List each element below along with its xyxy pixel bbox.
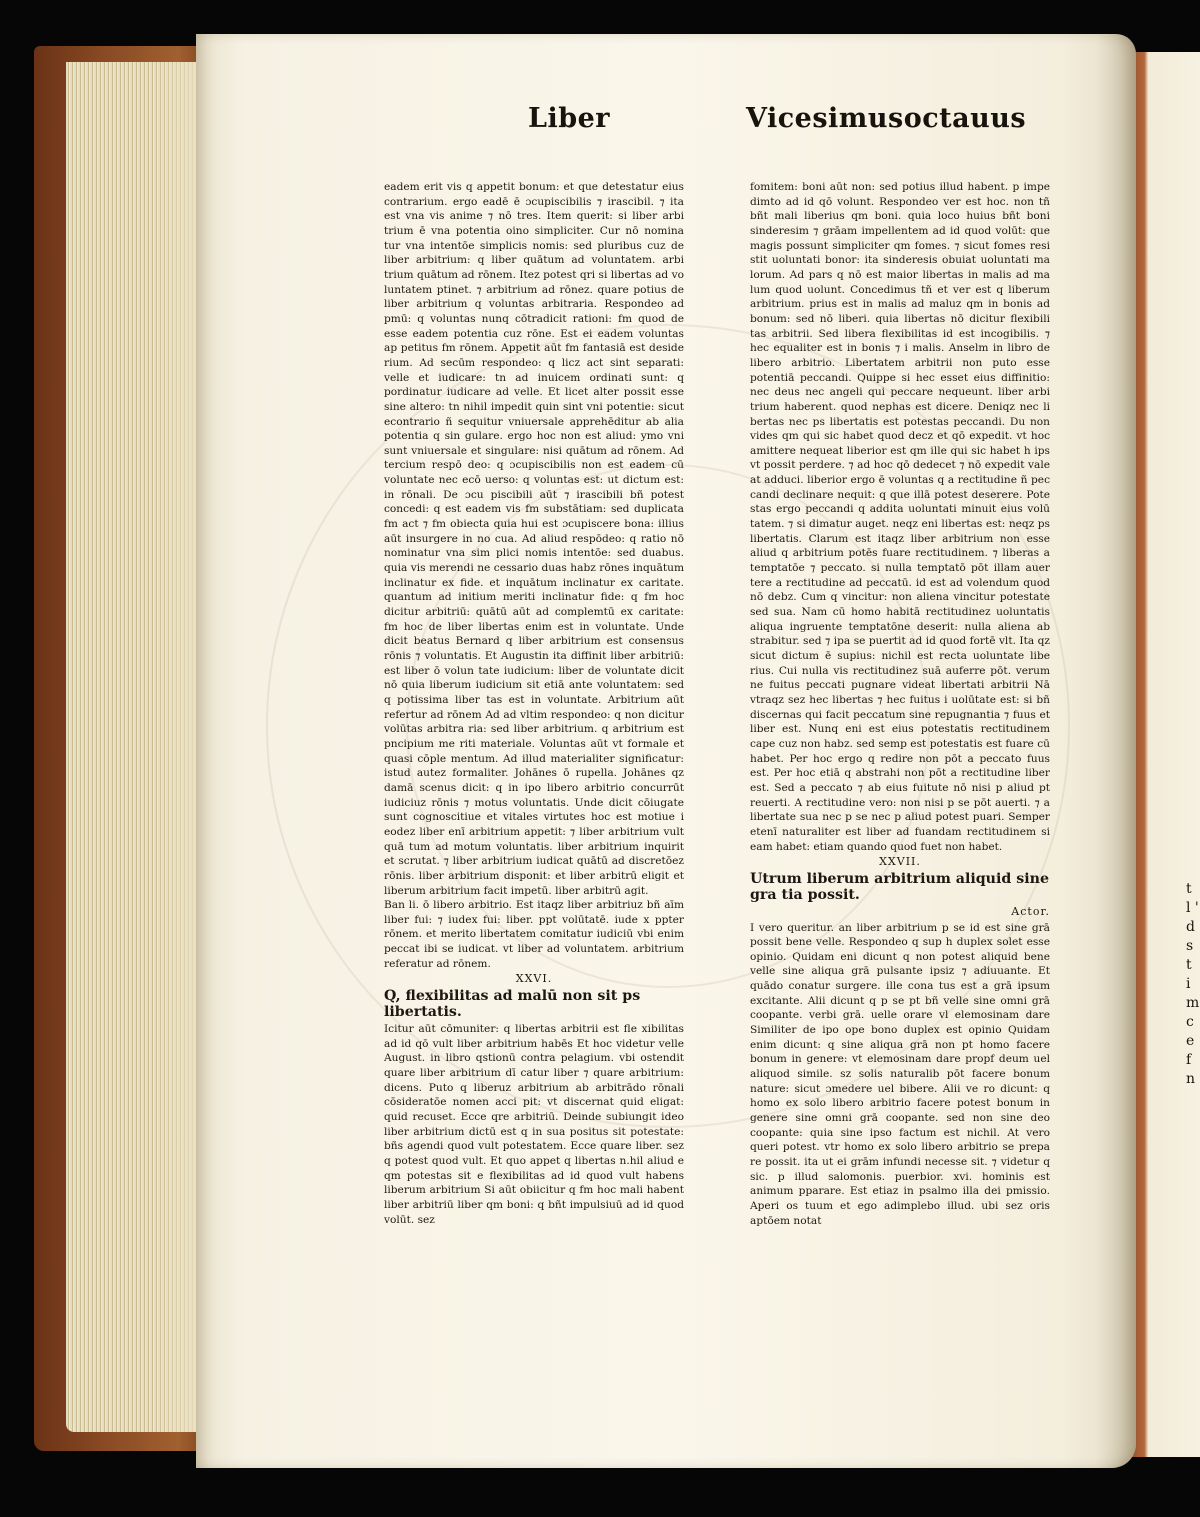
paragraph: eadem erit vis q appetit bonum: et que detestatur eius contrarium. ergo eadē ē ɔcupiscibilis ⁊ irascibil. ⁊ ita est vna vis anime ⁊ nō tres. Item querit: si liber arbi trium ē vna potentia oino simpliciter. Cur nō nomina tur vna intentōe simplicis nomis: sed pluribus cuz de liber arbitrium: q liber quātum ad voluntatem. arbi trium quātum ad rōnem. Itez potest qri si libertas ad vo luntatem ptinet. ⁊ arbitrium ad rōnez. quare potius de liber arbitrium q voluntas arbitraria. Respondeo ad pmū: q voluntas nunq cōtradicit rationi: fm quod de esse eadem potentia cuz rōne. Est ei eadem voluntas ap petitus fm rōnem. Appetit aūt fm fantasiā est deside rium. Ad secūm respondeo: q licz act sint separati: velle et iudicare: tn ad inuicem ordinati sunt: q pordinatur iudicare ad velle. Et licet alter possit esse sine altero: tn nihil impedit quin sint vni potentie: sicut econtrario ñ sequitur vniuersale apprehēditur ab alia potentia q sin gulare. ergo hoc non est aliud: ymo vni sunt vniuersale et singulare: nisi quātum ad rōnem. Ad tercium respō deo: q ɔcupiscibilis non est eadem cū voluntate nec ecō uerso: q voluntas est: ut dictum est: in rōnali. De ɔcu piscibili aūt ⁊ irascibili bñ potest concedi: q est eadem vis fm substātiam: sed duplicata fm act ⁊ fm obiecta quia hui est ɔcupiscere bona: illius aūt insurgere in no cua. Ad aliud respōdeo: q ratio nō nominatur vna sim plici nomis intentōe: sed duabus. quia vis merendi ne cessario duas habz rōnes inquātum inclinatur ex fide. et inquātum inclinatur ex caritate. quantum ad initium meriti inclinatur fide: q fm hoc dicitur arbitriū: quātū aūt ad complemtū ex caritate: fm hoc de liber libertas enim est in voluntate. Unde dicit beatus Bernard q liber arbitrium est consensus rōnis ⁊ voluntatis. Et Augustin ita diffinit liber arbitriū: est liber ō volun tate iudicium: liber de voluntate dicit nō quia liberum iudicium sit etiā ante voluntatem: sed q potissima liber tas est in voluntate. Arbitrium aūt refertur ad rōnem Ad ad vltim respondeo: q non dicitur volūtas arbitra ria: sed liber arbitrium. q arbitrium est pncipium me riti materiale. Voluntas aūt vt formale et quasi cōple mentum. Ad illud materialiter significatur: istud autez formaliter. Johānes ō rupella. Johānes qz damā scenus dicit: q in ipo libero arbitrio concurrūt iudiciuz rōnis ⁊ motus voluntatis. Unde dicit cōiugate sunt cognoscitiue et vitales virtutes hoc est motiue i eodez liber enī arbitrium appetit: ⁊ liber arbitrium vult quā tum ad motum voluntatis. liber arbitrium inquirit et scrutat. ⁊ liber arbitrium iudicat quātū ad discretōez rōnis. liber arbitrium disponit: et liber arbitrū eligit et liberum arbitrium facit impetū. liber arbitrū agit.	[384, 181, 684, 897]
paragraph: Icitur aūt cōmuniter: q libertas arbitrii est fle xibilitas ad id qō vult liber arbitrium habēs Et hoc videtur velle August. in libro qstionū contra pelagium. vbi ostendit quare liber arbitrium dī catur liber ⁊ quare arbitrium: dicens. Puto q liberuz arbitrium ab arbitrādo rōnali cōsideratōe nomen acci pit: vt discernat quid eligat: quid recuset. Ecce qre arbitriū. Deinde subiungit ideo liber arbitrium dictū est q in sua positus sit potestate: bñs agendi quod vult potestatem. Ecce quare liber. sez q potest quod vult. Et quo appet q libertas n.hil aliud e qm potestas sit e flexibilitas ad id quod vult habens liberum arbitrium Si aūt obiicitur q fm hoc mali habent liber arbitriū liber qm boni: q bñt impulsiuū ad id quod volūt. sez	[384, 1023, 684, 1226]
paragraph: Ban li. ō libero arbitrio. Est itaqz liber arbitriuz bñ aīm liber fui: ⁊ iudex fui: liber. ppt volūtatē. iude x ppter rōnem. et merito libertatem comitatur iudiciū vbi enim peccat ibi se iudicat. vt liber ad voluntatem. arbitrium referatur ad rōnem.	[384, 899, 684, 970]
facing-page-edge	[1126, 52, 1200, 1457]
running-head-right: Vicesimusoctauus	[746, 103, 1027, 134]
facing-page-text-fragment: t l ' d s t i m c e f n	[1186, 881, 1200, 1087]
chapter-heading: Utrum liberum arbitrium aliquid sine gra tia possit.	[750, 870, 1049, 903]
text-column-right	[750, 180, 1050, 1228]
text-column-left	[384, 180, 684, 1227]
gutter-shadow	[1096, 34, 1136, 1468]
running-head-left: Liber	[528, 103, 611, 134]
paragraph: fomitem: boni aūt non: sed potius illud habent. p impe dimto ad id qō volunt. Respondeo ver est hoc. non tñ bñt mali liberius qm boni. quia loco huius bñt boni sinderesim ⁊ grāam impellentem ad id quod volūt: que magis possunt simpliciter qm fomes. ⁊ sicut fomes resi stit uoluntati bonor: ita sinderesis obuiat uoluntati ma lorum. Ad pars q nō est maior libertas in malis ad ma lum quod uolunt. Concedimus tñ et ver est q liberum arbitrium. prius est in malis ad maluz qm in bonis ad bonum: sed nō liberi. quia libertas nō dicitur flexibili tas arbitrii. Sed libera flexibilitas id est incogibilis. ⁊ hec equaliter est in bonis ⁊ i malis. Anselm in libro de libero arbitrio. Libertatem arbitrii non puto esse potentiā peccandi. Quippe si hec esset eius diffinitio: nec deus nec angeli qui peccare nequeunt. liber arbi trium haberent. quod nephas est dicere. Deniqz nec li bertas nec ps libertatis est potestas peccandi. Du non vides qm qui sic habet quod decz et qō expedit. vt hoc amittere nequeat liberior est qm ille qui sic habet h ips vt possit perdere. ⁊ ad hoc qō dedecet ⁊ nō expedit vale at adduci. liberior ergo ē voluntas q a rectitudine ñ pec candi declinare nequit: q que illā potest deserere. Pote stas ergo peccandi q addita uoluntati minuit eius volū tatem. ⁊ si dimatur auget. neqz eni libertas est: neqz ps libertatis. Clarum est itaqz liber arbitrium non esse aliud q arbitrium potēs fuare rectitudinem. ⁊ liberas a temptatōe ⁊ peccato. si nulla temptatō pōt illam auer tere a rectitudine ad peccatū. id est ad volendum quod nō debz. Cum q vincitur: non aliena vincitur potestate sed sua. Nam cū homo habitā rectitudinez uoluntatis aliqua ingruente temptatōne deserit: nulla aliena ab strabitur. sed ⁊ ipa se puertit ad id quod fortē vlt. Ita qz sicut dictum ē supius: nichil est recta uoluntate libe rius. Cui nulla vis rectitudinez suā auferre pōt. verum ne fuitus peccati pugnare videat libertati arbitrii Nā vtraqz sez hec libertas ⁊ hec fuitus i uolūtate est: si bñ discernas qui facit peccatum sine repugnantia ⁊ fuus et liber est. Nunq eni est eius potestatis rectitudinem cape cuz non habz. sed semp est potestatis est fuare cū habet. Per hoc ergo q redire non pōt a peccato fuus est. Per hoc etiā q abstrahi non pōt a rectitudine liber est. Sed a peccato ⁊ ab eius fuitute nō nisi p aliud pt reuerti. A rectitudine vero: non nisi p se pōt auerti. ⁊ a libertate sua nec p se nec p aliud potest puari. Semper etenī naturaliter est liber ad fuandam rectitudinem si eam habet: etiam quando quod fuet non habet.	[750, 181, 1050, 853]
chapter-number: XXVI.	[515, 972, 553, 986]
chapter-heading: Q, flexibilitas ad malū non sit ps libertatis.	[384, 988, 641, 1021]
author-label: Actor.	[1011, 904, 1050, 918]
paragraph: I vero queritur. an liber arbitrium p se id est sine grā possit bene velle. Respondeo q sup h duplex solet esse opinio. Quidam eni dicunt q non potest aliquid bene velle sine aliqua grā pulsante ipsiz ⁊ adiuuante. Et quādo conatur surgere. ille cona tus est a grā ipsum excitante. Alii dicunt q p se pt bñ velle sine omni grā coopante. verbi grā. uelle orare vl elemosinam dare Similiter de ipo ope bono duplex est opinio Quidam enim dicunt: q sine aliqua grā non pt homo facere bonum in genere: vt elemosinam dare propf deum uel aliquod simile. sz solis naturalib pōt facere bonum nature: sicut ɔmedere uel bibere. Alii ve ro dicunt: q homo ex solo libero arbitrio facere potest bonum in genere sine omni grā coopante. sed non sine deo coopante: quia sine ipso factum est nichil. At vero queri potest. vtr homo ex solo libero arbitrio se prepa re possit. ita ut ei grām infundi necesse sit. ⁊ videtur q sic. p illud salomonis. puerbior. xvi. hominis est animum pparare. Est etiaz in psalmo illa dei pmissio. Aperi os tuum et ego adimplebo illud. ubi sez oris aptōem notat	[750, 921, 1050, 1227]
chapter-number: XXVII.	[879, 855, 921, 869]
